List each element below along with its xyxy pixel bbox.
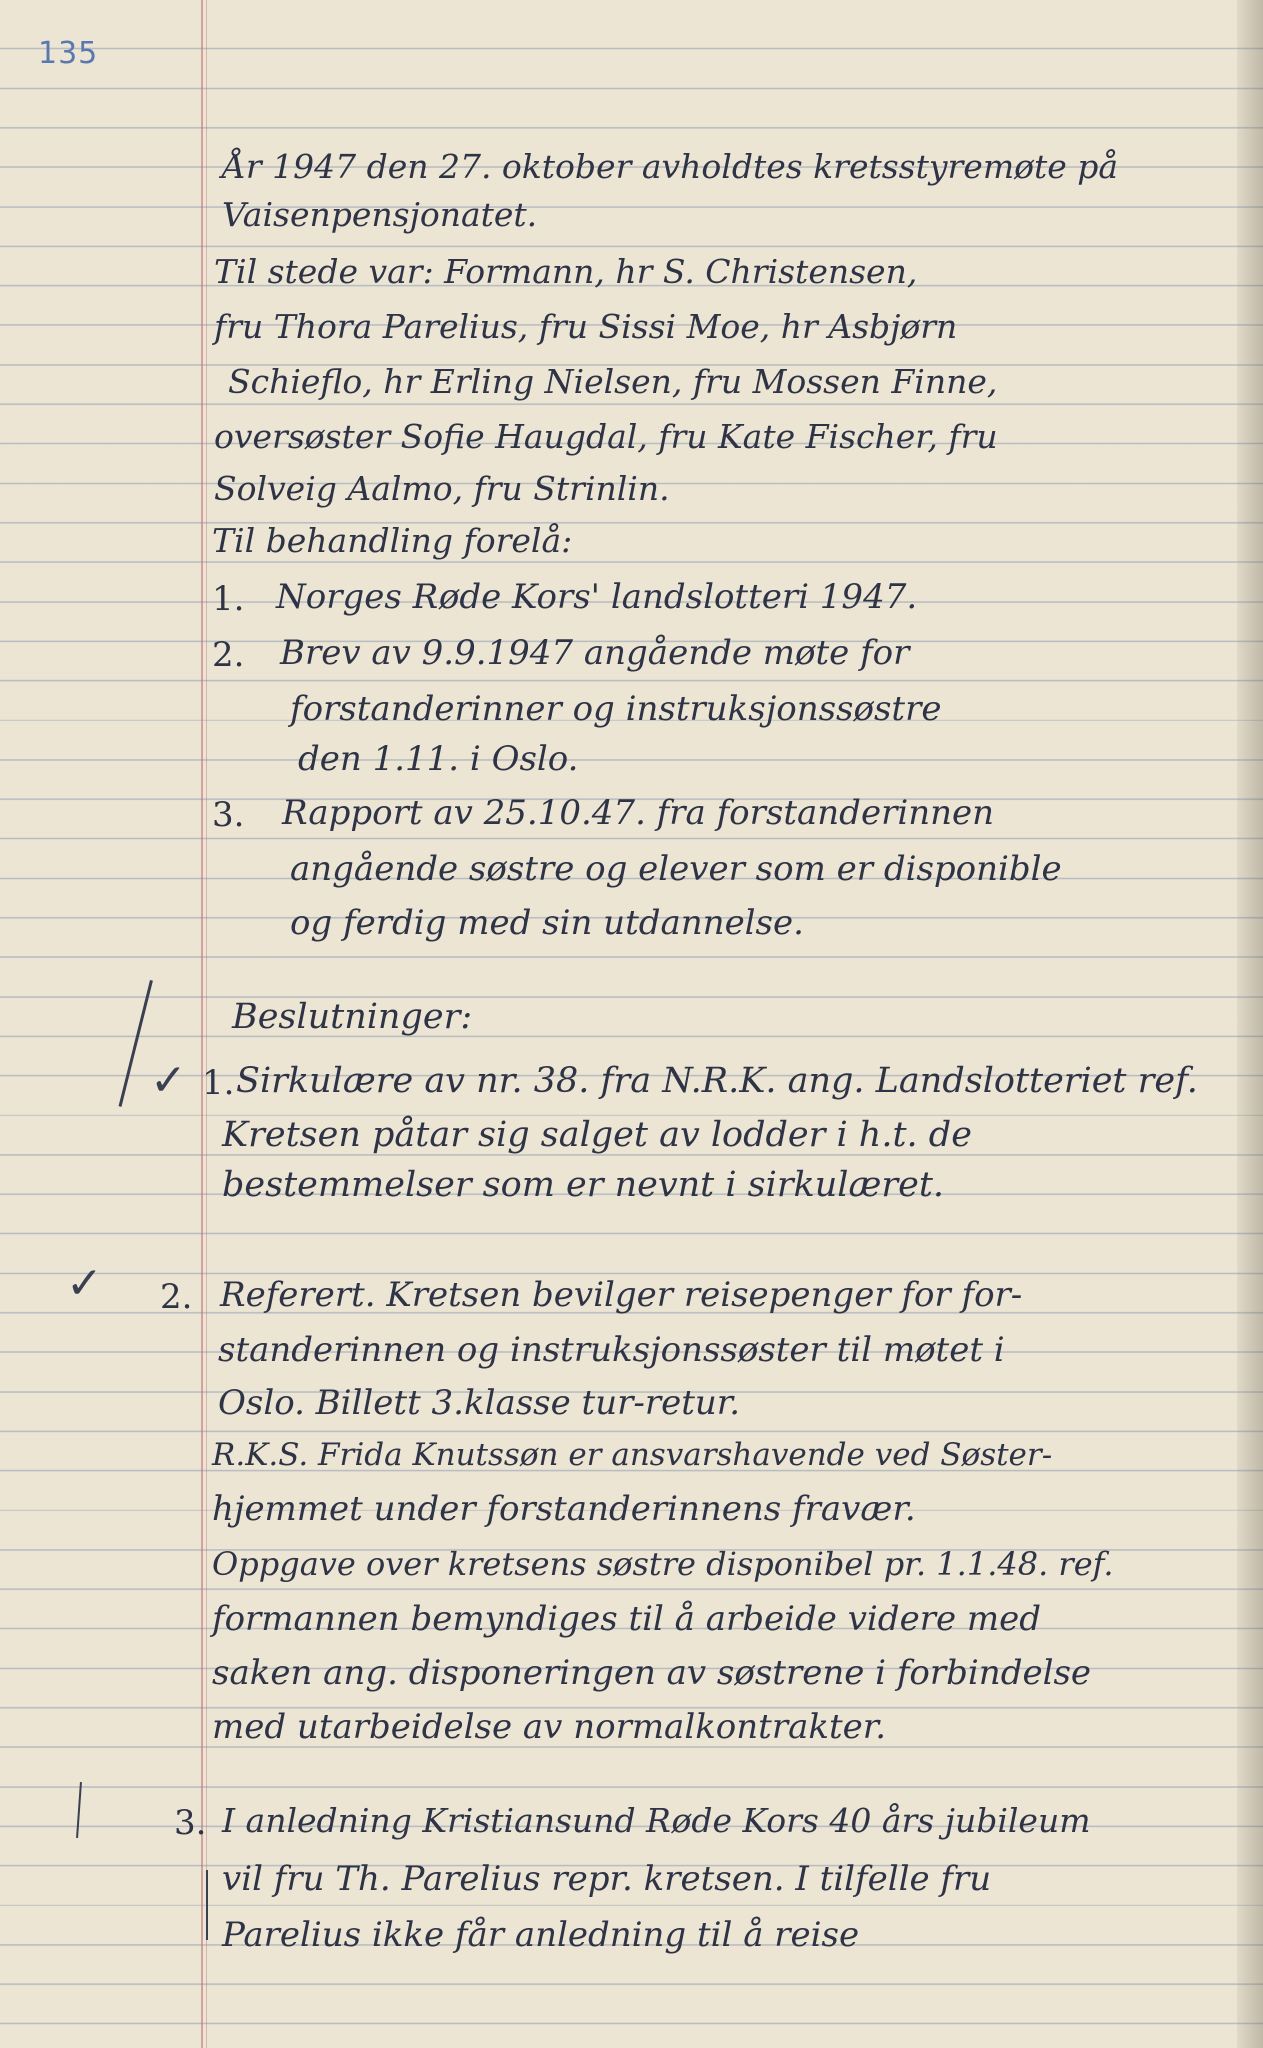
decision-1-line-2: Kretsen påtar sig salget av lodder i h.t. de [222,1115,972,1155]
decision-1-line-3: bestemmelser som er nevnt i sirkulæret. [222,1165,945,1205]
agenda-item-2-number: 2. [212,635,245,675]
agenda-item-2-line-1: Brev av 9.9.1947 angående møte for [280,633,910,673]
agenda-heading: Til behandling forelå: [212,521,573,560]
page-number: 135 [38,36,99,71]
margin-tick-mark [76,1782,82,1838]
intro-line-6: oversøster Sofie Haugdal, fru Kate Fischer, fru [214,417,998,456]
decision-2-line-5: hjemmet under forstanderinnens fravær. [212,1489,916,1529]
agenda-item-3-line-3: og ferdig med sin utdannelse. [290,903,804,943]
agenda-item-2-line-3: den 1.11. i Oslo. [298,739,579,779]
intro-line-4: fru Thora Parelius, fru Sissi Moe, hr Asbjørn [214,307,958,346]
decision-3-number: 3. [174,1803,207,1843]
agenda-item-1-line-1: Norges Røde Kors' landslotteri 1947. [276,577,918,617]
agenda-item-1-number: 1. [212,579,245,619]
decisions-heading: Beslutninger: [232,997,473,1037]
margin-line [201,0,203,2048]
decision-3-line-3: Parelius ikke får anledning til å reise [222,1915,860,1955]
intro-line-2: Vaisenpensjonatet. [222,195,538,234]
agenda-item-3-line-1: Rapport av 25.10.47. fra forstanderinnen [282,793,995,833]
check-mark-icon: ✓ [150,1055,187,1106]
decision-1-line-1: Sirkulære av nr. 38. fra N.R.K. ang. Landslotteriet ref. [236,1061,1198,1101]
intro-line-7: Solveig Aalmo, fru Strinlin. [214,469,670,508]
decision-2-line-7: formannen bemyndiges til å arbeide videre med [212,1599,1041,1639]
decision-2-line-8: saken ang. disponeringen av søstrene i forbindelse [212,1653,1092,1693]
page-edge-shadow [1237,0,1263,2048]
agenda-item-2-line-2: forstanderinner og instruksjonssøstre [290,689,942,729]
margin-slash-mark [119,980,153,1107]
decision-2-line-6: Oppgave over kretsens søstre disponibel pr. 1.1.48. ref. [212,1545,1114,1583]
intro-line-1: År 1947 den 27. oktober avholdtes kretsstyremøte på [222,147,1119,186]
decision-2-line-4: R.K.S. Frida Knutssøn er ansvarshavende ved Søster- [212,1437,1053,1473]
decision-3-line-2: vil fru Th. Parelius repr. kretsen. I tilfelle fru [222,1859,992,1899]
decision-2-line-9: med utarbeidelse av normalkontrakter. [212,1707,887,1747]
decision-3-line-1: I anledning Kristiansund Røde Kors 40 års jubileum [222,1801,1091,1840]
decision-2-line-1: Referert. Kretsen bevilger reisepenger for for- [220,1275,1023,1315]
decision-2-line-3: Oslo. Billett 3.klasse tur-retur. [218,1383,741,1423]
decision-1-number: 1. [202,1063,235,1103]
intro-line-3: Til stede var: Formann, hr S. Christensen, [214,252,918,291]
check-mark-icon: ✓ [66,1258,103,1309]
intro-line-5: Schieflo, hr Erling Nielsen, fru Mossen Finne, [228,362,998,401]
agenda-item-3-number: 3. [212,795,245,835]
decision-2-number: 2. [160,1277,193,1317]
agenda-item-3-line-2: angående søstre og elever som er disponible [290,849,1062,889]
decision-2-line-2: standerinnen og instruksjonssøster til møtet i [218,1330,1005,1370]
margin-line-inner [206,0,207,2048]
margin-bracket-mark [206,1870,208,1940]
